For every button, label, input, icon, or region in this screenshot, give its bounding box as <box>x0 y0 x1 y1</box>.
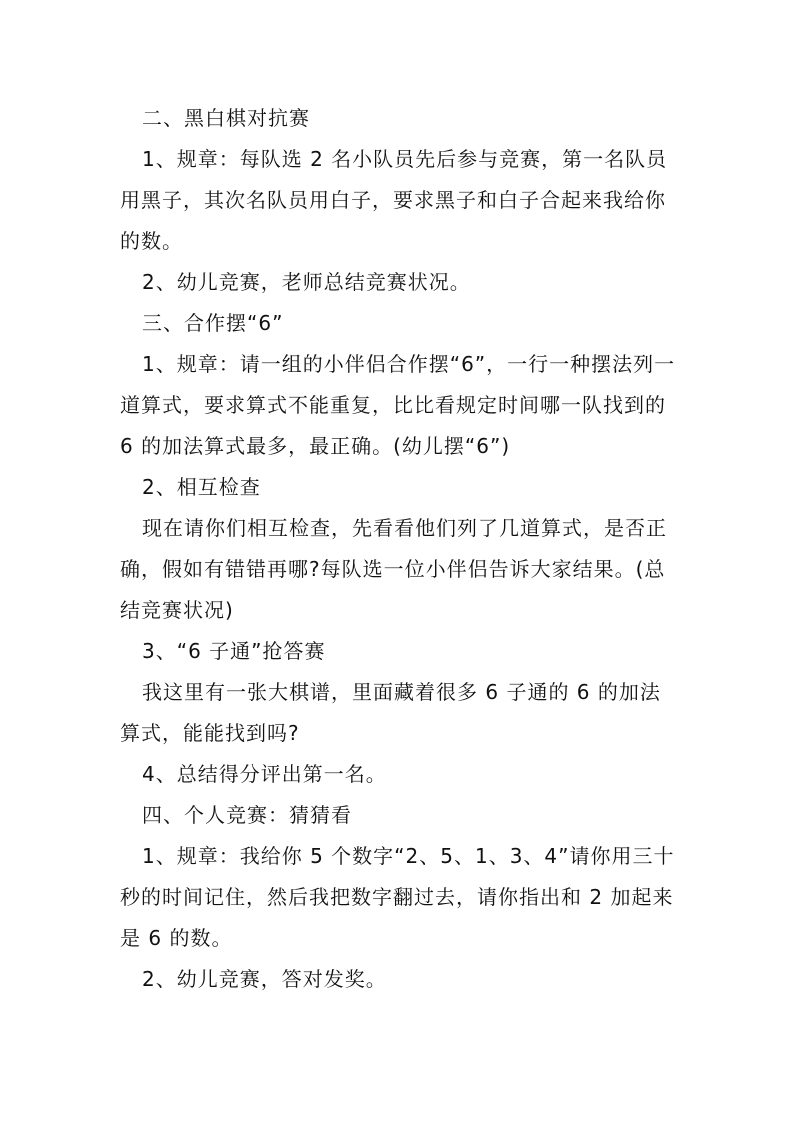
final-paragraph: 2、幼儿竞赛，答对发奖。 <box>142 967 387 991</box>
summary-paragraph: 4、总结得分评出第一名。 <box>142 762 387 786</box>
rule-paragraph-cooperate: 1、规章：请一组的小伴侣合作摆“6”，一行一种摆法列一道算式，要求算式不能重复，比比看规定时间哪一队找到的 6 的加法算式最多，最正确。(幼儿摆“6”) <box>120 352 676 458</box>
document-body <box>120 98 676 1000</box>
section-heading-individual-game: 四、个人竞赛：猜猜看 <box>142 803 352 827</box>
quick-answer-paragraph: 我这里有一张大棋谱，里面藏着很多 6 子通的 6 的加法算式，能能找到吗? <box>120 680 661 745</box>
check-instructions-paragraph: 现在请你们相互检查，先看看他们列了几道算式，是否正确，假如有错错再哪?每队选一位小伴侣告诉大家结果。(总结竞赛状况) <box>120 516 667 622</box>
step-paragraph-2: 2、幼儿竞赛，老师总结竞赛状况。 <box>142 270 471 294</box>
step-heading-check: 2、相互检查 <box>142 475 261 499</box>
step-heading-quick-answer: 3、“6 子通”抢答赛 <box>142 639 326 663</box>
rule-paragraph-1: 1、规章：每队选 2 名小队员先后参与竞赛，第一名队员用黑子，其次名队员用白子，要求黑子和白子合起来我给你的数。 <box>120 147 668 253</box>
section-heading-cooperate-6: 三、合作摆“6” <box>142 311 284 335</box>
rule-paragraph-individual: 1、规章：我给你 5 个数字“2、5、1、3、4”请你用三十秒的时间记住，然后我把数字翻过去，请你指出和 2 加起来是 6 的数。 <box>120 844 675 950</box>
section-heading-black-white-game: 二、黑白棋对抗赛 <box>142 106 310 130</box>
